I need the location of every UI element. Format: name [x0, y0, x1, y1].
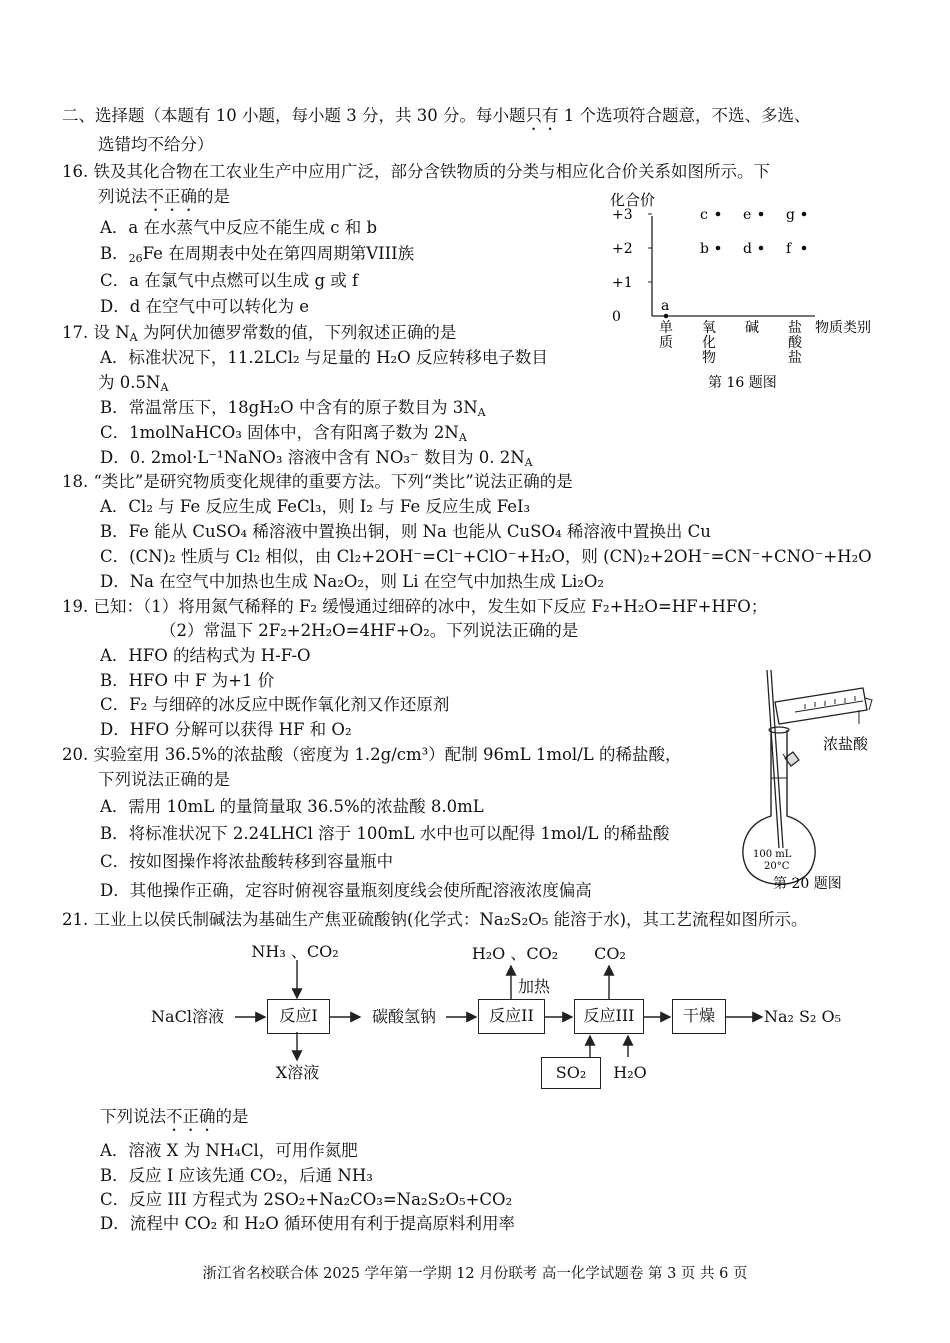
fig16-point-label: e	[743, 207, 752, 223]
q21-substem-text: 下列说法	[100, 1107, 166, 1126]
q17-b-text: B．常温常压下，18gH₂O 中含有的原子数目为 3N	[100, 398, 478, 417]
section-text: 二、选择题（本题有 10 小题，每小题 3 分，共 30 分。每小题	[62, 106, 526, 125]
q16-b-atomic-number: 26	[128, 252, 143, 265]
q17-b-sub: A	[477, 406, 486, 419]
fig16-point	[759, 212, 764, 217]
q17-option-d	[100, 447, 533, 469]
fig16-category-label: 盐	[788, 320, 802, 336]
fig16-point-label: a	[661, 298, 670, 314]
section-text-2: 1 个选项符合题意，不选、多选、	[558, 106, 811, 125]
q20-stem: 20. 实验室用 36.5%的浓盐酸（密度为 1.2g/cm³）配制 96mL 1mol/L 的稀盐酸，	[62, 745, 682, 764]
q16-option-a: A．a 在水蒸气中反应不能生成 c 和 b	[100, 218, 378, 237]
q17-a2-sub: A	[160, 381, 169, 394]
fig20-apparatus	[735, 668, 925, 898]
fig16-caption: 第 16 题图	[708, 375, 777, 391]
stopper-icon	[783, 752, 799, 766]
fig16-point-label: f	[786, 241, 792, 257]
q20-option-b: B．将标准状况下 2.24LHCl 溶于 100mL 水中也可以配得 1mol/L 的稀盐酸	[100, 824, 670, 843]
fig16-xlabel: 物质类别	[815, 320, 871, 336]
flow-r3-output: CO₂	[594, 944, 626, 963]
q20-option-a: A．需用 10mL 的量筒量取 36.5%的浓盐酸 8.0mL	[100, 797, 484, 816]
fig16-ytick: +2	[612, 241, 633, 257]
so2-box: SO₂	[541, 1057, 601, 1089]
fig16-point-label: c	[700, 207, 708, 223]
fig16-category-label: 物	[702, 350, 716, 366]
drying-box: 干燥	[672, 999, 726, 1034]
q16-stem: 16. 铁及其化合物在工农业生产中应用广泛，部分含铁物质的分类与相应化合价关系如图所示。下	[62, 162, 770, 181]
q19-option-d: D．HFO 分解可以获得 HF 和 O₂	[100, 720, 352, 739]
fig16-chart	[600, 186, 900, 396]
q17-d-text: D．0. 2mol·L⁻¹NaNO₃ 溶液中含有 NO₃⁻ 数目为 0. 2N	[100, 448, 525, 467]
reaction-1-box: 反应I	[267, 999, 330, 1034]
fig16-point-label: g	[786, 207, 795, 223]
fig16-point	[802, 212, 807, 217]
reaction-3-box: 反应III	[574, 999, 644, 1034]
q21-option-b: B．反应 I 应该先通 CO₂，后通 NH₃	[100, 1166, 373, 1185]
q20-stem-line2: 下列说法正确的是	[98, 770, 230, 789]
section-title	[62, 105, 810, 134]
flask-volume-label: 100 mL	[753, 849, 792, 860]
q16-stem-line2	[98, 186, 230, 215]
q21-substem-text-2: 的是	[215, 1107, 249, 1126]
flask-temp-label: 20°C	[764, 861, 790, 872]
q19-option-b: B．HFO 中 F 为+1 价	[100, 671, 275, 690]
fig16-category-label: 质	[659, 335, 673, 351]
fig16-category-label: 氧	[702, 320, 716, 336]
flow-sodium-bicarbonate: 碳酸氢钠	[371, 1007, 436, 1026]
q17-c-text: C．1molNaHCO₃ 固体中，含有阳离子数为 2N	[100, 423, 459, 442]
q19-option-c: C．F₂ 与细碎的冰反应中既作氧化剂又作还原剂	[100, 695, 450, 714]
q16-stem-text-2: 的是	[197, 187, 230, 206]
q18-option-c: C．(CN)₂ 性质与 Cl₂ 相似，由 Cl₂+2OH⁻=Cl⁻+ClO⁻+H₂O，则 (CN)₂+2OH⁻=CN⁻+CNO⁻+H₂O	[100, 547, 872, 566]
q17-option-a: A．标准状况下，11.2LCl₂ 与足量的 H₂O 反应转移电子数目	[100, 348, 548, 367]
reaction-2-box: 反应II	[478, 999, 545, 1034]
q20-option-c: C．按如图操作将浓盐酸转移到容量瓶中	[100, 852, 394, 871]
q17-d-sub: A	[524, 456, 533, 469]
flow-product: Na₂ S₂ O₅	[764, 1007, 842, 1026]
graduated-cylinder-icon	[775, 688, 872, 724]
q17-c-sub: A	[458, 431, 467, 444]
fig16-point	[716, 212, 721, 217]
q18-option-b: B．Fe 能从 CuSO₄ 稀溶液中置换出铜，则 Na 也能从 CuSO₄ 稀溶液中置换出 Cu	[100, 522, 711, 541]
fig16-point-label: d	[743, 241, 752, 257]
q18-option-a: A．Cl₂ 与 Fe 反应生成 FeCl₃，则 I₂ 与 Fe 反应生成 FeI₃	[100, 497, 531, 516]
fig16-category-label: 化	[702, 335, 716, 351]
flow-r1-output: X溶液	[275, 1063, 320, 1082]
q16-b-text: Fe 在周期表中处在第四周期第VIII族	[142, 244, 415, 263]
page-footer: 浙江省名校联合体 2025 学年第一学期 12 月份联考 高一化学试题卷 第 3 页 共 6 页	[202, 1266, 748, 1282]
fig20-caption: 第 20 题图	[773, 876, 842, 892]
conc-hcl-label: 浓盐酸	[823, 735, 869, 753]
flow-r2-outputs: H₂O 、CO₂	[471, 944, 559, 963]
fig16-point-label: b	[700, 241, 709, 257]
fig16-point	[716, 246, 721, 251]
flow-r1-inputs: NH₃ 、CO₂	[251, 942, 339, 961]
q18-stem: 18. “类比”是研究物质变化规律的重要方法。下列“类比”说法正确的是	[62, 472, 573, 491]
q17-option-a-line2	[98, 372, 168, 394]
q21-substem	[100, 1106, 249, 1135]
fig16-category-label: 碱	[745, 320, 759, 336]
fig16-category-label: 酸	[788, 335, 802, 351]
q16-option-d: D．d 在空气中可以转化为 e	[100, 297, 310, 316]
fig20-svg	[735, 668, 925, 898]
q21-option-a: A．溶液 X 为 NH₄Cl，可用作氮肥	[100, 1141, 358, 1160]
q17-stem	[62, 322, 456, 344]
section-emphasis: 只有	[525, 106, 559, 125]
flow-heating: 加热	[517, 977, 550, 996]
fig16-svg	[600, 186, 900, 396]
q17-option-c	[100, 422, 467, 444]
q17-option-b	[100, 397, 486, 419]
q21-option-d: D．流程中 CO₂ 和 H₂O 循环使用有利于提高原料利用率	[100, 1214, 516, 1233]
fig16-point	[802, 246, 807, 251]
q16-stem-emphasis: 不正确	[147, 187, 197, 206]
q21-substem-emphasis: 不正确	[166, 1107, 216, 1126]
fig16-ytick: 0	[612, 309, 621, 325]
q16-stem-text: 列说法	[98, 187, 148, 206]
fig16-category-label: 盐	[788, 350, 802, 366]
section-title-line2: 选错均不给分）	[98, 135, 214, 154]
flow-h2o-input: H₂O	[613, 1063, 647, 1082]
fig16-point	[664, 314, 669, 319]
q19-stem: 19. 已知：（1）将用氮气稀释的 F₂ 缓慢通过细碎的冰中，发生如下反应 F₂+H₂O=HF+HFO；	[62, 597, 768, 616]
q19-stem-line2: （2）常温下 2F₂+2H₂O=4HF+O₂。下列说法正确的是	[160, 621, 579, 640]
flow-diagram	[140, 940, 860, 1090]
q16-option-b	[100, 243, 414, 265]
fig16-point	[759, 246, 764, 251]
q19-option-a: A．HFO 的结构式为 H-F-O	[100, 646, 311, 665]
q17-stem-rest: 为阿伏加德罗常数的值，下列叙述正确的是	[137, 323, 457, 342]
fig16-ylabel: 化合价	[610, 191, 656, 209]
q16-b-prefix: B．	[100, 244, 129, 263]
q18-option-d: D．Na 在空气中加热也生成 Na₂O₂，则 Li 在空气中加热生成 Li₂O₂	[100, 572, 604, 591]
fig16-ytick: +3	[612, 207, 633, 223]
q16-option-c: C．a 在氯气中点燃可以生成 g 或 f	[100, 271, 359, 290]
q17-a2-text: 为 0.5N	[98, 373, 161, 392]
fig16-category-label: 单	[659, 320, 673, 336]
q17-stem-text: 17. 设 N	[62, 323, 130, 342]
q20-option-d: D．其他操作正确，定容时俯视容量瓶刻度线会使所配溶液浓度偏高	[100, 881, 592, 900]
q17-stem-sub: A	[129, 331, 138, 344]
q21-stem: 21. 工业上以侯氏制碱法为基础生产焦亚硫酸钠(化学式：Na₂S₂O₅ 能溶于水)，其工艺流程如图所示。	[62, 910, 808, 929]
fig16-ytick: +1	[612, 275, 633, 291]
q21-option-c: C．反应 III 方程式为 2SO₂+Na₂CO₃=Na₂S₂O₅+CO₂	[100, 1190, 513, 1209]
flow-input: NaCl溶液	[151, 1007, 224, 1026]
